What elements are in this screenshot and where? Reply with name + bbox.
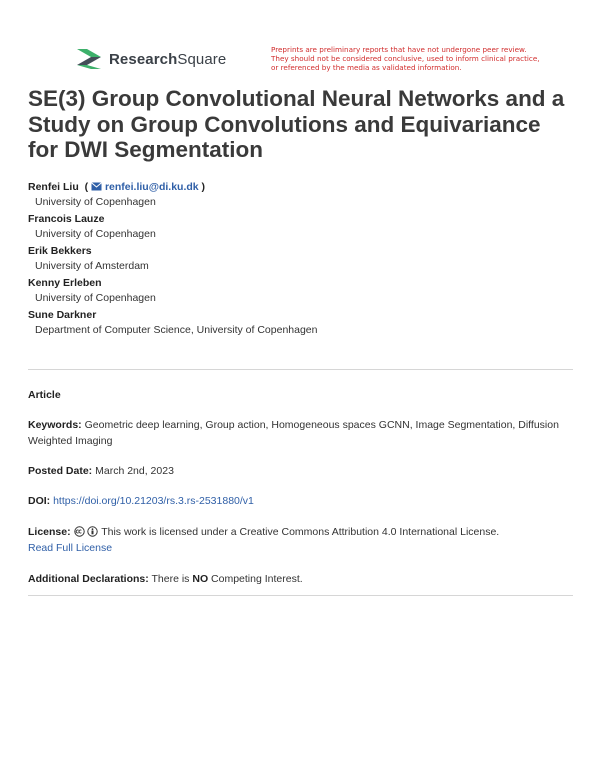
license-text: This work is licensed under a Creative Commons Attribution 4.0 International License. bbox=[101, 526, 500, 538]
declarations-text: There is bbox=[151, 573, 190, 585]
research-square-logo-icon bbox=[76, 48, 102, 70]
author-affiliation: Department of Computer Science, University of Copenhagen bbox=[35, 324, 318, 336]
author-entry bbox=[28, 212, 573, 243]
author-entry bbox=[28, 180, 573, 211]
article-type bbox=[28, 387, 573, 403]
author-list bbox=[28, 180, 573, 340]
declarations-emphasis: NO bbox=[192, 573, 209, 585]
doi bbox=[28, 493, 573, 509]
disclaimer-line: Preprints are preliminary reports that have not undergone peer review. bbox=[271, 45, 527, 54]
logo-word-square: Square bbox=[177, 50, 227, 68]
additional-declarations bbox=[28, 571, 573, 587]
creative-commons-icon[interactable] bbox=[74, 526, 85, 537]
keywords-label: Keywords: bbox=[28, 419, 82, 431]
envelope-icon bbox=[91, 182, 102, 191]
divider bbox=[28, 369, 573, 370]
author-affiliation: University of Copenhagen bbox=[35, 196, 156, 208]
author-name-text: Renfei Liu bbox=[28, 181, 79, 193]
disclaimer-line: or referenced by the media as validated information. bbox=[271, 63, 462, 72]
paper-title: SE(3) Group Convolutional Neural Networks and a Study on Group Convolutions and Equivariance for DWI Segmentation bbox=[28, 86, 565, 162]
declarations-text: Competing Interest. bbox=[211, 573, 303, 585]
author-name bbox=[28, 180, 573, 194]
keywords-value: Geometric deep learning, Group action, Homogeneous spaces GCNN, Image Segmentation, Diffusion Weighted Imaging bbox=[28, 419, 559, 447]
doi-label: DOI: bbox=[28, 495, 51, 507]
research-square-logo[interactable] bbox=[76, 48, 226, 70]
license-label: License: bbox=[28, 526, 71, 538]
author-affiliation: University of Copenhagen bbox=[35, 292, 156, 304]
author-entry bbox=[28, 276, 573, 307]
license bbox=[28, 524, 573, 556]
logo-word-research: Research bbox=[109, 50, 178, 68]
keywords bbox=[28, 417, 573, 449]
preprint-disclaimer bbox=[271, 45, 571, 72]
posted-date-value: March 2nd, 2023 bbox=[95, 465, 174, 477]
posted-date-label: Posted Date: bbox=[28, 465, 93, 477]
read-full-license-link[interactable]: Read Full License bbox=[28, 542, 113, 554]
author-affiliation: University of Copenhagen bbox=[35, 228, 156, 240]
author-name: Kenny Erleben bbox=[28, 277, 102, 289]
author-name: Erik Bekkers bbox=[28, 245, 92, 257]
author-email-link[interactable]: renfei.liu@di.ku.dk bbox=[104, 181, 199, 193]
header bbox=[76, 46, 576, 76]
article-type-label: Article bbox=[28, 389, 61, 401]
author-affiliation: University of Amsterdam bbox=[35, 260, 149, 272]
disclaimer-line: They should not be considered conclusive, used to inform clinical practice, bbox=[271, 54, 540, 63]
logo-text bbox=[109, 51, 226, 68]
author-name: Sune Darkner bbox=[28, 309, 97, 321]
author-email-wrapper: ( renfei.liu@di.ku.dk ) bbox=[81, 181, 206, 193]
declarations-label: Additional Declarations: bbox=[28, 573, 149, 585]
attribution-icon[interactable] bbox=[87, 526, 98, 537]
author-name: Francois Lauze bbox=[28, 213, 105, 225]
doi-link[interactable]: https://doi.org/10.21203/rs.3.rs-2531880/v1 bbox=[53, 495, 254, 507]
author-entry bbox=[28, 244, 573, 275]
author-entry bbox=[28, 308, 573, 339]
posted-date bbox=[28, 463, 573, 479]
divider bbox=[28, 595, 573, 596]
